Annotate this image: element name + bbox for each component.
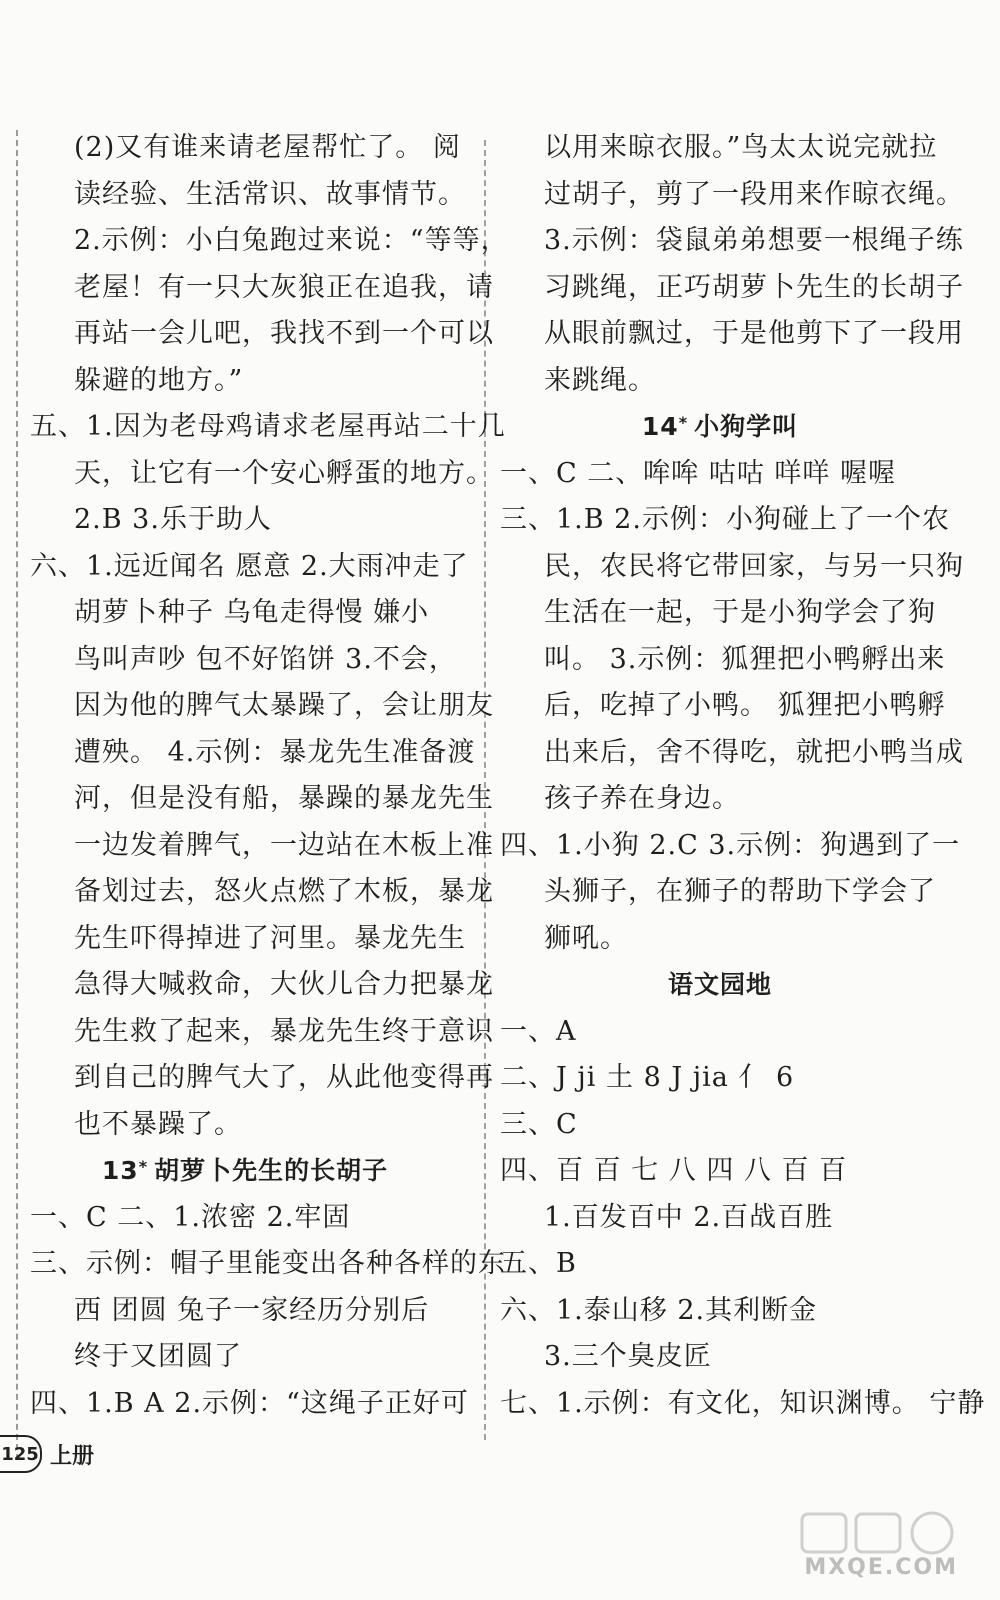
text-line: 头狮子，在狮子的帮助下学会了 bbox=[544, 876, 936, 907]
text-line: 老屋！有一只大灰狼正在追我，请 bbox=[74, 271, 494, 303]
text-line: 民，农民将它带回家，与另一只狗 bbox=[544, 550, 964, 582]
text-line: 二、J ji 土 8 J jia 亻 6 bbox=[500, 1062, 795, 1093]
text-line: 叫。 3.示例：狐狸把小鸭孵出来 bbox=[544, 643, 946, 675]
text-line: 因为他的脾气太暴躁了，会让朋友 bbox=[74, 690, 494, 721]
text-line: 过胡子，剪了一段用来作晾衣绳。 bbox=[544, 178, 964, 210]
text-line: 五、1.因为老母鸡请求老屋再站二十几 bbox=[30, 411, 506, 442]
text-line: 后，吃掉了小鸭。 狐狸把小鸭孵 bbox=[544, 690, 946, 721]
text-line: 胡萝卜种子 乌龟走得慢 嫌小 bbox=[74, 597, 430, 628]
text-line: 读经验、生活常识、故事情节。 bbox=[74, 178, 466, 210]
text-line: 急得大喊救命，大伙儿合力把暴龙 bbox=[74, 969, 494, 1000]
text-line: 生活在一起，于是小狗学会了狗 bbox=[544, 597, 936, 628]
page-number: 125 bbox=[0, 1435, 42, 1473]
text-line: 再站一会儿吧，我找不到一个可以 bbox=[74, 318, 494, 349]
text-line: 一边发着脾气，一边站在木板上准 bbox=[74, 829, 494, 861]
text-line: 鸟叫声吵 包不好馅饼 3.不会， bbox=[74, 643, 457, 675]
text-line: 西 团圆 兔子一家经历分别后 bbox=[74, 1294, 430, 1326]
section-number: 13 bbox=[101, 1156, 139, 1185]
section-heading-14 bbox=[500, 404, 940, 451]
text-line: 三、C bbox=[500, 1108, 578, 1140]
text-line: 从眼前飘过，于是他剪下了一段用 bbox=[544, 318, 964, 349]
text-line: 一、C 二、1.浓密 2.牢固 bbox=[30, 1201, 351, 1233]
section-title: 小狗学叫 bbox=[694, 412, 799, 441]
right-column bbox=[500, 125, 986, 1427]
text-line: 四、百 百 七 八 四 八 百 百 bbox=[500, 1155, 848, 1186]
text-line: 躲避的地方。” bbox=[74, 364, 244, 396]
section-title: 胡萝卜先生的长胡子 bbox=[154, 1156, 389, 1185]
watermark-text: MXQE.COM bbox=[804, 1555, 958, 1580]
volume-label: 上册 bbox=[50, 1443, 95, 1469]
text-line: 备划过去，怒火点燃了木板，暴龙 bbox=[74, 876, 494, 907]
text-line: 三、1.B 2.示例：小狗碰上了一个农 bbox=[500, 504, 950, 535]
text-line: 遭殃。 4.示例：暴龙先生准备渡 bbox=[74, 736, 476, 768]
text-line: 四、1.小狗 2.C 3.示例：狗遇到了一 bbox=[500, 829, 961, 861]
section-number: 14 bbox=[641, 412, 679, 441]
text-line: 出来后，舍不得吃，就把小鸭当成 bbox=[544, 736, 964, 768]
text-line: 六、1.泰山移 2.其利断金 bbox=[500, 1294, 818, 1326]
text-line: (2)又有谁来请老屋帮忙了。 阅 bbox=[74, 132, 461, 163]
text-line: 到自己的脾气大了，从此他变得再 bbox=[74, 1062, 494, 1093]
text-line: 习跳绳，正巧胡萝卜先生的长胡子 bbox=[544, 271, 964, 303]
section-heading-13 bbox=[30, 1148, 460, 1195]
text-line: 1.百发百中 2.百战百胜 bbox=[544, 1201, 834, 1233]
section-heading-garden: 语文园地 bbox=[667, 970, 772, 999]
text-line: 先生救了起来，暴龙先生终于意识 bbox=[74, 1015, 494, 1047]
text-line: 以用来晾衣服。”鸟太太说完就拉 bbox=[544, 132, 938, 163]
text-line: 河，但是没有船，暴躁的暴龙先生 bbox=[74, 783, 494, 814]
text-line: 3.三个臭皮匠 bbox=[544, 1341, 712, 1372]
text-line: 先生吓得掉进了河里。暴龙先生 bbox=[74, 922, 466, 954]
optional-mark: * bbox=[678, 413, 689, 432]
text-line: 狮吼。 bbox=[544, 922, 628, 954]
text-line: 终于又团圆了 bbox=[74, 1341, 242, 1372]
text-line: 孩子养在身边。 bbox=[544, 783, 740, 814]
text-line: 2.B 3.乐于助人 bbox=[74, 504, 272, 535]
left-column bbox=[30, 125, 509, 1427]
text-line: 五、B bbox=[500, 1248, 577, 1279]
text-line: 一、C 二、哞哞 咕咕 咩咩 喔喔 bbox=[500, 457, 896, 489]
text-line: 也不暴躁了。 bbox=[74, 1108, 242, 1140]
page-edge-line bbox=[16, 130, 18, 1460]
page-footer bbox=[0, 1432, 94, 1476]
text-line: 2.示例：小白兔跑过来说：“等等， bbox=[74, 225, 509, 256]
text-line: 一、A bbox=[500, 1015, 577, 1047]
optional-mark: * bbox=[138, 1157, 149, 1176]
text-line: 七、1.示例：有文化，知识渊博。 宁静 bbox=[500, 1387, 986, 1419]
text-line: 3.示例：袋鼠弟弟想要一根绳子练 bbox=[544, 225, 964, 256]
text-line: 四、1.B A 2.示例：“这绳子正好可 bbox=[30, 1387, 469, 1419]
text-line: 三、示例：帽子里能变出各种各样的东 bbox=[30, 1248, 506, 1279]
text-line: 来跳绳。 bbox=[544, 364, 656, 396]
watermark-logo bbox=[782, 1508, 982, 1588]
text-line: 天，让它有一个安心孵蛋的地方。 bbox=[74, 457, 494, 489]
text-line: 六、1.远近闻名 愿意 2.大雨冲走了 bbox=[30, 550, 469, 582]
